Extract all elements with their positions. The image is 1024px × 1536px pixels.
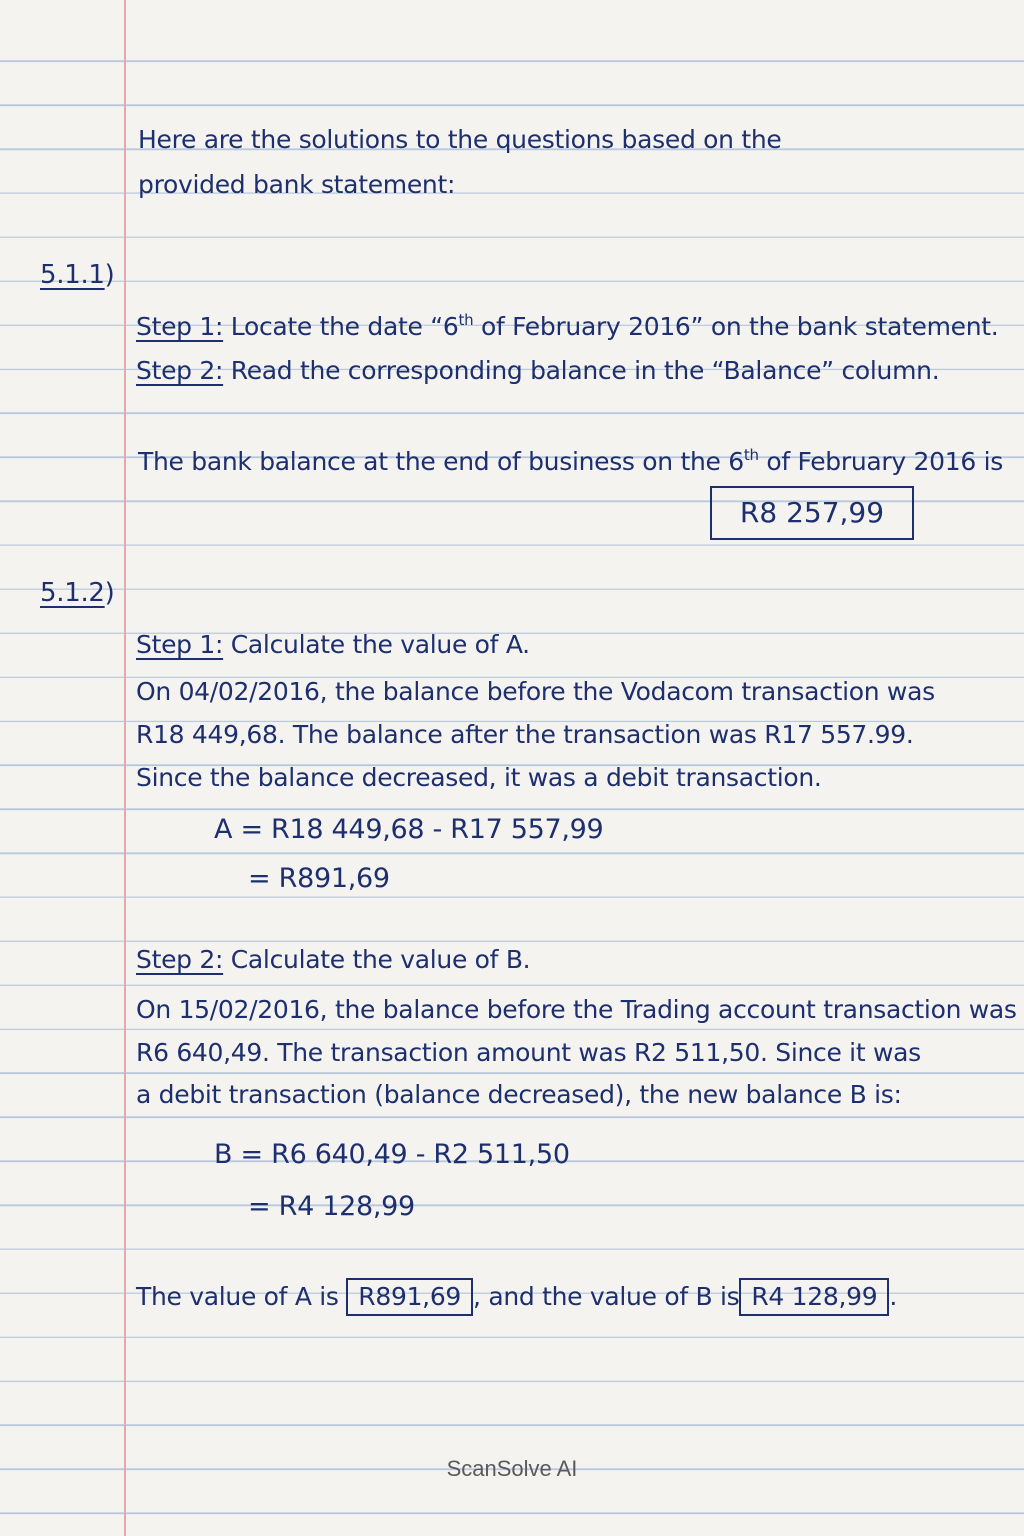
intro-line-1: Here are the solutions to the questions based on the xyxy=(138,125,782,154)
question-number-text: 5.1.2 xyxy=(40,578,105,608)
q512-step-1-title xyxy=(136,630,530,660)
equation-b-line-2: = R4 128,99 xyxy=(248,1191,415,1222)
step-label: Step 2: xyxy=(136,945,224,974)
superscript-th: th xyxy=(743,446,759,464)
step-label: Step 1: xyxy=(136,312,224,341)
q512-step-2-line-3: a debit transaction (balance decreased), the new balance B is: xyxy=(136,1080,902,1109)
result-text: of February 2016 is xyxy=(758,447,1003,476)
q512-step-2-line-2: R6 640,49. The transaction amount was R2 511,50. Since it was xyxy=(136,1038,921,1067)
q512-step-1-line-1: On 04/02/2016, the balance before the Vodacom transaction was xyxy=(136,677,935,706)
final-text: The value of A is xyxy=(136,1282,339,1311)
superscript-th: th xyxy=(458,311,474,329)
final-text: , and the value of B is xyxy=(473,1282,740,1311)
question-number-5-1-1: 5.1.1) xyxy=(40,260,115,290)
footer-brand: ScanSolve AI xyxy=(446,1456,578,1481)
q512-step-2-line-1: On 15/02/2016, the balance before the Trading account transaction was xyxy=(136,995,1017,1024)
equation-a-line-2: = R891,69 xyxy=(248,863,390,894)
answer-box-b: R4 128,99 xyxy=(739,1278,889,1316)
q511-result xyxy=(138,447,1003,477)
step-text: Calculate the value of A. xyxy=(223,630,530,659)
q512-step-1-line-2: R18 449,68. The balance after the transaction was R17 557.99. xyxy=(136,720,914,749)
final-answer-line xyxy=(136,1278,897,1316)
q511-answer-box: R8 257,99 xyxy=(710,486,914,540)
step-text: of February 2016” on the bank statement. xyxy=(473,312,999,341)
q511-step-2 xyxy=(136,356,939,386)
step-label: Step 2: xyxy=(136,356,224,385)
q512-step-2-title xyxy=(136,945,530,975)
margin-line xyxy=(124,0,126,1536)
step-text: Calculate the value of B. xyxy=(223,945,531,974)
q512-step-1-line-3: Since the balance decreased, it was a debit transaction. xyxy=(136,763,822,792)
result-text: The bank balance at the end of business on the 6 xyxy=(138,447,744,476)
equation-a-line-1: A = R18 449,68 - R17 557,99 xyxy=(214,814,604,845)
step-label: Step 1: xyxy=(136,630,224,659)
equation-b-line-1: B = R6 640,49 - R2 511,50 xyxy=(214,1139,570,1170)
question-number-5-1-2: 5.1.2) xyxy=(40,578,115,608)
question-number-text: 5.1.1 xyxy=(40,260,105,290)
final-text: . xyxy=(889,1282,897,1311)
step-text: Read the corresponding balance in the “Balance” column. xyxy=(223,356,940,385)
q511-step-1 xyxy=(136,312,998,342)
intro-line-2: provided bank statement: xyxy=(138,170,456,199)
answer-box-a: R891,69 xyxy=(346,1278,473,1316)
step-text: Locate the date “6 xyxy=(223,312,459,341)
